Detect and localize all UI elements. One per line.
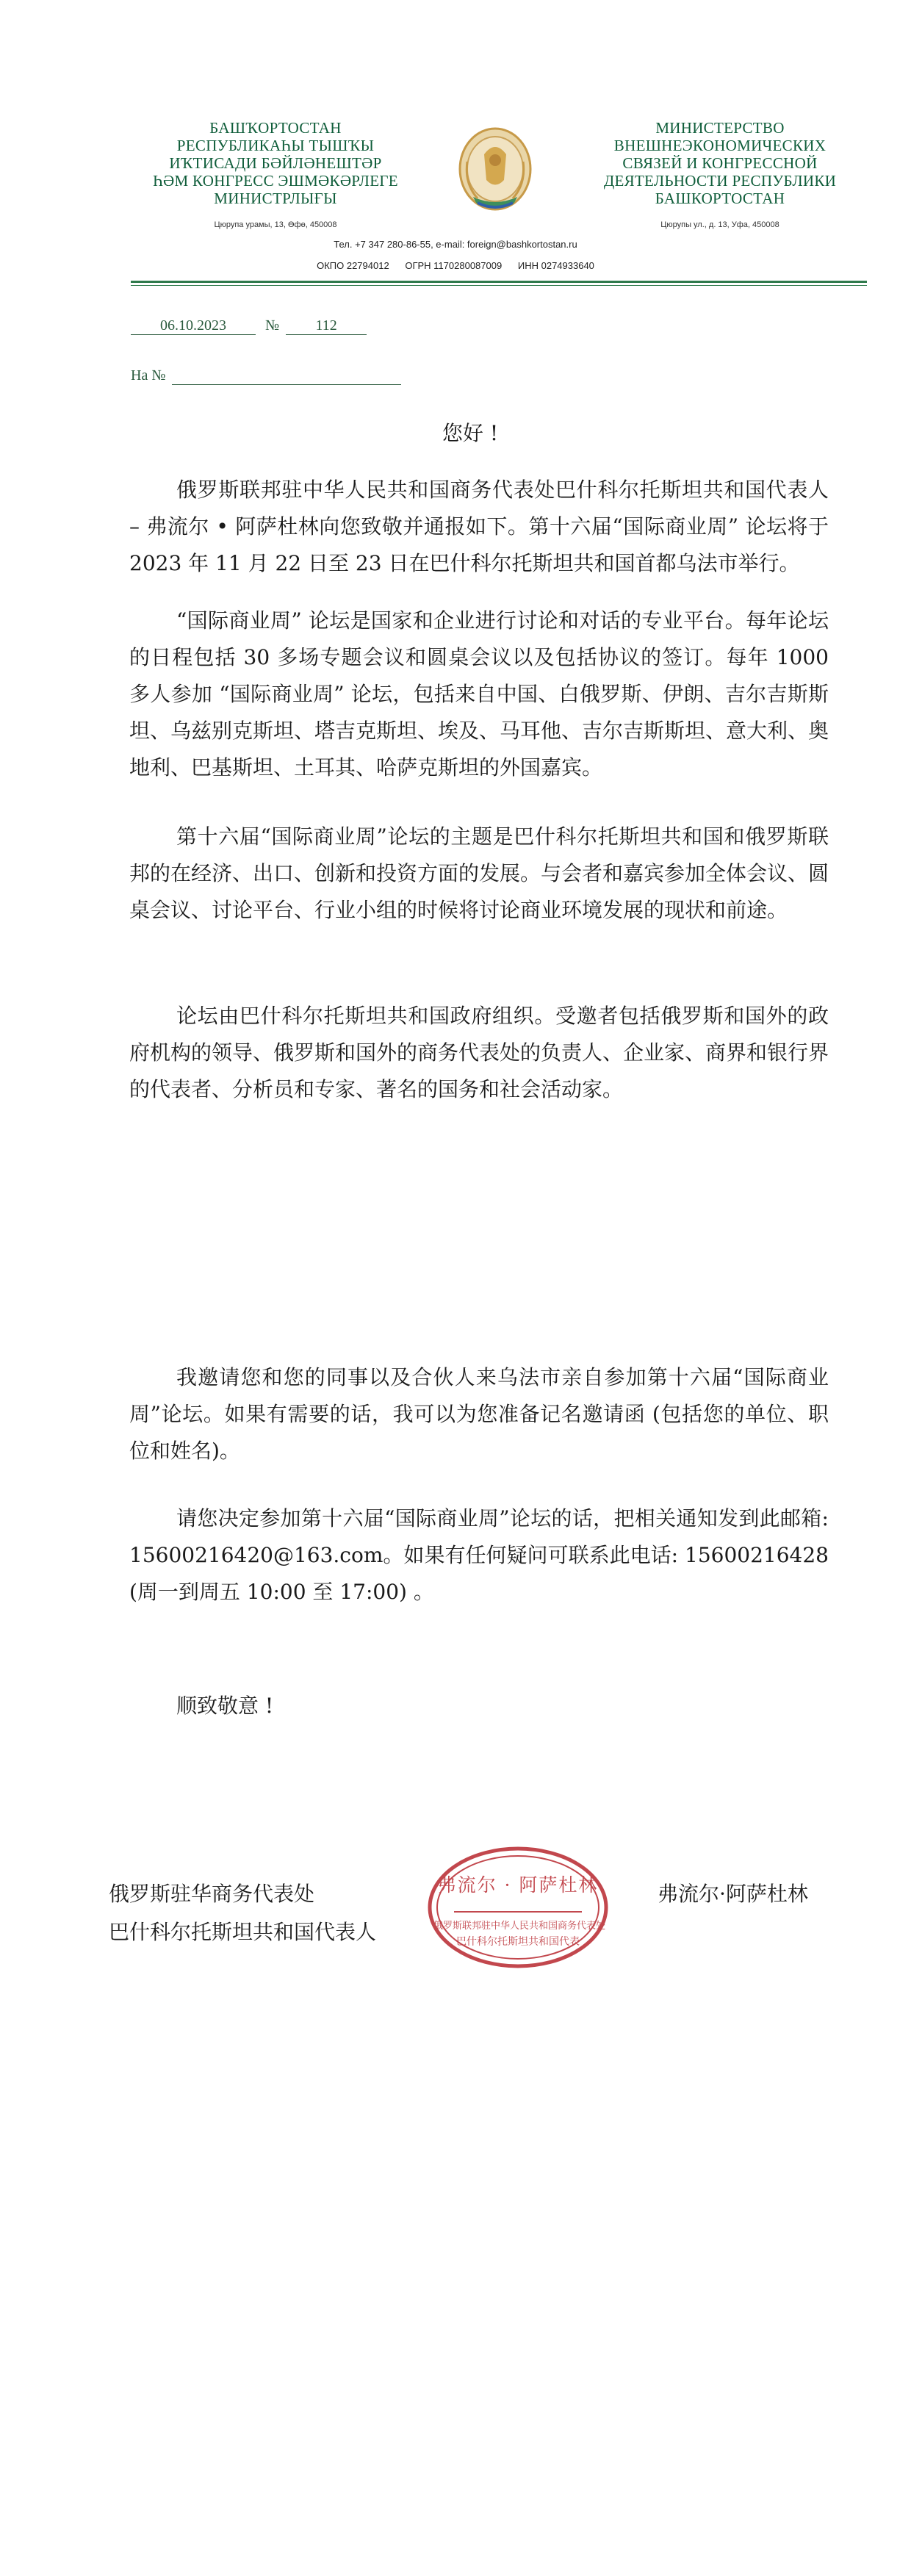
stamp-line-1: 俄罗斯联邦驻中华人民共和国商务代表处	[433, 1921, 606, 1932]
left-line: БАШҠОРТОСТАН	[209, 119, 342, 137]
org-line: 俄罗斯驻华商务代表处	[109, 1882, 315, 1906]
emblem-icon	[451, 118, 539, 228]
right-line: БАШКОРТОСТАН	[655, 190, 785, 207]
org-line: 巴什科尔托斯坦共和国代表人	[109, 1920, 377, 1944]
letterhead-rule-thick	[131, 281, 867, 283]
letterhead-right-title	[566, 119, 874, 207]
reply-label: На №	[131, 367, 166, 384]
right-line: МИНИСТЕРСТВО	[655, 119, 785, 137]
paragraph-2: “国际商业周” 论坛是国家和企业进行讨论和对话的专业平台。每年论坛的日程包括 30 多场专题会议和圆桌会议以及包括协议的签订。每年 1000 多人参加 “国际商业周” 论坛，包括来自中国、白俄罗斯、伊朗、吉尔吉斯斯坦、乌兹别克斯坦、塔吉克斯坦、埃及、马耳他、吉尔吉斯斯坦、意大利、奥地利、巴基斯坦、土耳其、哈萨克斯坦的外国嘉宾。	[129, 608, 829, 780]
signer-name: 弗流尔·阿萨杜林	[658, 1882, 808, 1906]
greeting: 您好 !	[442, 421, 499, 445]
number-label: №	[265, 317, 280, 334]
paragraph-4: 论坛由巴什科尔托斯坦共和国政府组织。受邀者包括俄罗斯和国外的政府机构的领导、俄罗斯和国外的商务代表处的负责人、企业家、商界和银行界的代表者、分析员和专家、著名的国务和社会活动家。	[129, 1004, 829, 1101]
letterhead-left-title	[121, 119, 430, 207]
closing: 顺致敬意 !	[176, 1694, 274, 1718]
date-field: 06.10.2023	[131, 317, 256, 335]
paragraph-1: 俄罗斯联邦驻中华人民共和国商务代表处巴什科尔托斯坦共和国代表人 – 弗流尔 • 阿萨杜林向您致敬并通报如下。第十六届“国际商业周” 论坛将于 2023 年 11 月 22 日至 23 日在巴什科尔托斯坦共和国首都乌法市举行。	[129, 478, 829, 575]
paragraph-3: 第十六届“国际商业周”论坛的主题是巴什科尔托斯坦共和国和俄罗斯联邦的在经济、出口、创新和投资方面的发展。与会者和嘉宾参加全体会议、圆桌会议、讨论平台、行业小组的时候将讨论商业环境发展的现状和前途。	[129, 824, 829, 922]
date-number-line	[131, 317, 367, 335]
letterhead	[0, 0, 911, 309]
number-field: 112	[286, 317, 367, 335]
signature-org	[109, 1875, 376, 1951]
right-line: СВЯЗЕЙ И КОНГРЕССНОЙ	[622, 154, 818, 172]
left-line: ҺӘМ КОНГРЕСС ЭШМӘКӘРЛЕГЕ	[153, 172, 398, 190]
reply-field	[172, 367, 401, 385]
contact-line: Тел. +7 347 280-86-55, e-mail: foreign@bashkortostan.ru	[334, 239, 577, 250]
left-line: МИНИСТРЛЫҒЫ	[214, 190, 337, 207]
invite-paragraph-2: 请您决定参加第十六届“国际商业周”论坛的话，把相关通知发到此邮箱: 15600216420@163.com。如果有任何疑问可联系此电话: 15600216428 (周一到周五 10:00 至 17:00) 。	[129, 1506, 829, 1604]
left-line: РЕСПУБЛИКАҺЫ ТЫШҠЫ	[176, 137, 375, 154]
left-address: Цюрупа урамы, 13, Өфө, 450008	[214, 220, 337, 229]
reply-line	[131, 367, 401, 385]
stamp-line-2: 巴什科尔托斯坦共和国代表	[456, 1936, 580, 1948]
right-line: ДЕЯТЕЛЬНОСТИ РЕСПУБЛИКИ	[603, 172, 837, 190]
left-line: ИҠТИСАДИ БӘЙЛӘНЕШТӘР	[169, 154, 382, 172]
stamp-top-text: 弗流尔 · 阿萨杜林	[437, 1874, 599, 1896]
right-line: ВНЕШНЕЭКОНОМИЧЕСКИХ	[613, 137, 827, 154]
invite-paragraph-1: 我邀请您和您的同事以及合伙人来乌法市亲自参加第十六届“国际商业周”论坛。如果有需要的话，我可以为您准备记名邀请函 (包括您的单位、职位和姓名)。	[129, 1365, 829, 1463]
letterhead-rule-thin	[131, 285, 867, 286]
right-address: Цюрупы ул., д. 13, Уфа, 450008	[660, 220, 779, 229]
official-stamp	[426, 1844, 610, 1971]
registry-line: ОКПО 22794012 ОГРН 1170280087009 ИНН 0274933640	[317, 260, 594, 271]
